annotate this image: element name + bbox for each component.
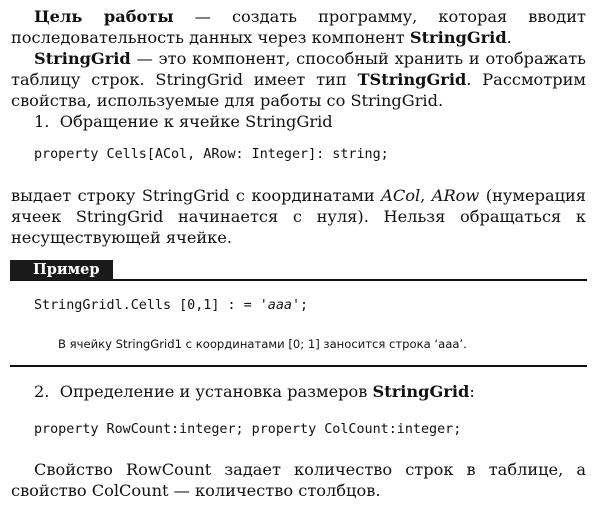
- example-code-prefix: StringGridl.Cells [0,1] : =: [34, 298, 260, 313]
- stringgrid-lead: StringGrid: [34, 49, 131, 68]
- code-cells: property Cells[ACol, ARow: Integer]: string;: [34, 147, 389, 162]
- paragraph-cells-description: [11, 185, 586, 248]
- example-code-value: 'aaa': [259, 298, 301, 313]
- example-bottom-rule: [10, 365, 587, 367]
- example-code: [34, 297, 308, 315]
- stringgrid-text-1: — это компонент, способный хранить и отображать таблицу строк. StringGrid имеет тип: [11, 49, 586, 89]
- example-label: Пример: [10, 260, 113, 280]
- goal-text: — создать программу, которая вводит последовательность данных через компонент: [11, 7, 586, 47]
- goal-end: .: [506, 28, 512, 47]
- list-item-2-text: Определение и установка размеров: [59, 382, 373, 401]
- list-item-1: [34, 111, 584, 132]
- list-item-2-number: 2.: [34, 382, 50, 401]
- cells-desc-acol: ACol: [381, 186, 421, 205]
- goal-lead: Цель работы: [34, 7, 174, 26]
- list-item-1-text: Обращение к ячейке StringGrid: [59, 112, 333, 131]
- paragraph-stringgrid: [11, 48, 586, 111]
- example-code-suffix: ;: [300, 298, 309, 313]
- paragraph-rowcount: Свойство RowCount задает количество строк в таблице, а свойство ColCount — количество столбцов.: [11, 460, 586, 500]
- list-item-2: [34, 381, 584, 402]
- code-size-properties: property RowCount:integer; property ColCount:integer;: [34, 422, 462, 437]
- stringgrid-text-2: . Рассмотрим свойства, используемые для работы со StringGrid.: [11, 70, 586, 110]
- list-item-2-end: :: [469, 382, 475, 401]
- list-item-2-bold: StringGrid: [372, 382, 470, 401]
- goal-component: StringGrid: [409, 28, 507, 47]
- list-item-1-number: 1.: [34, 112, 50, 131]
- cells-desc-arow: ARow: [431, 186, 480, 205]
- cells-desc-text-2: (нумерация ячеек StringGrid начинается с нуля). Нельзя обращаться к несуществующей ячейке.: [11, 186, 587, 247]
- cells-desc-comma: ,: [420, 186, 432, 205]
- example-note: В ячейку StringGrid1 с координатами [0; 1] заносится строка ‘aaa’.: [58, 337, 467, 351]
- cells-desc-text-1: выдает строку StringGrid с координатами: [11, 186, 382, 205]
- stringgrid-type: TStringGrid: [357, 70, 467, 89]
- paragraph-goal: [11, 6, 586, 48]
